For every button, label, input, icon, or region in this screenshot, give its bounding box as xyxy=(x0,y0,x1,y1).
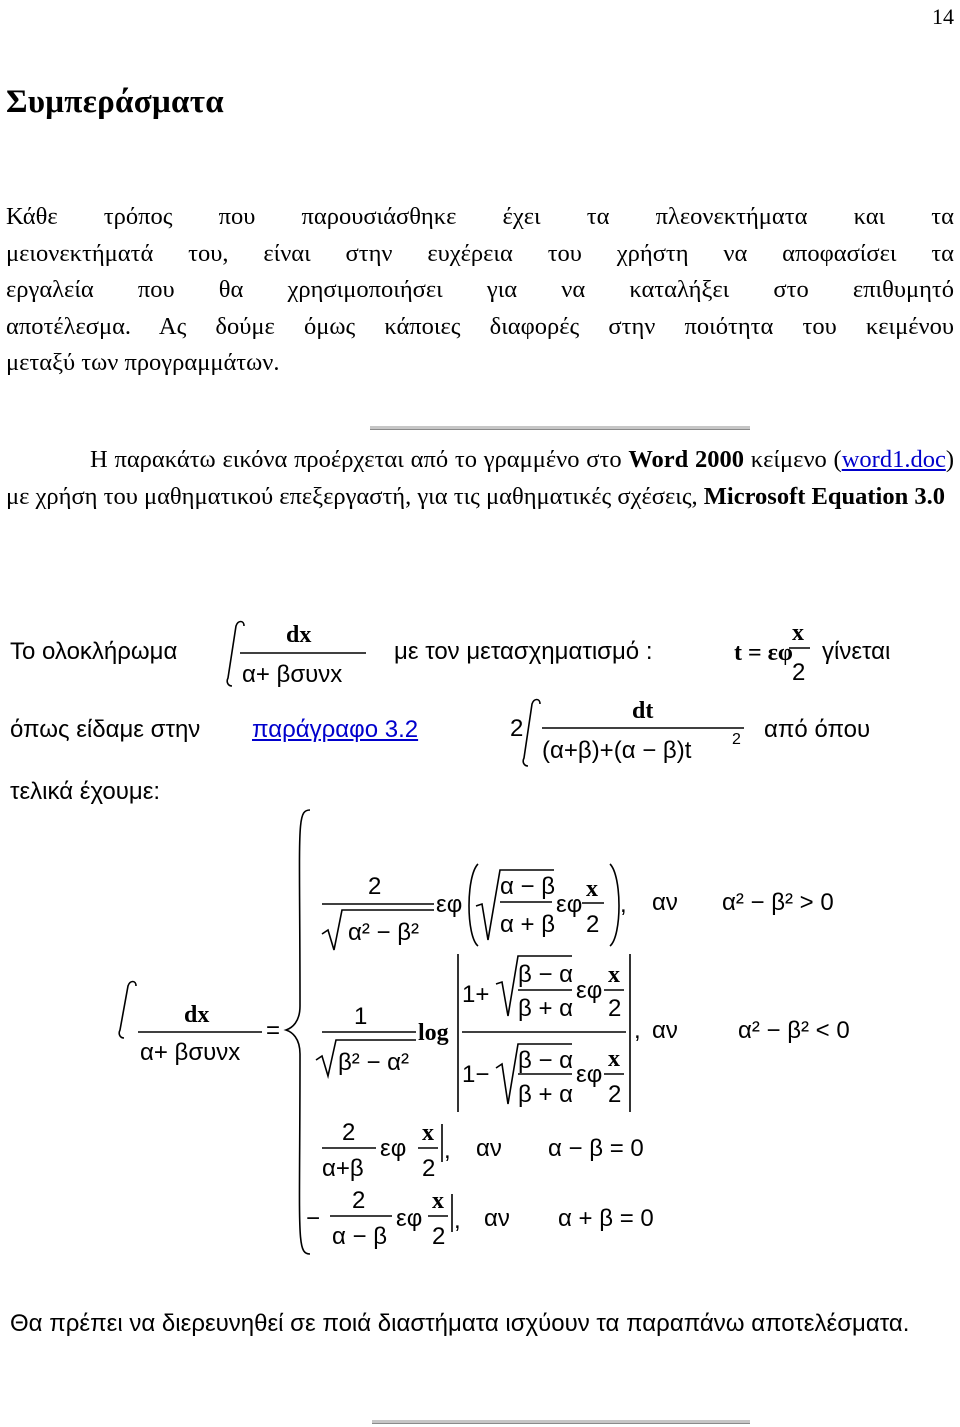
section-heading: Συμπεράσματα xyxy=(6,84,224,120)
case-if: αν xyxy=(652,1017,678,1044)
case2-numerator: 1 xyxy=(354,1003,368,1030)
formula-x: x xyxy=(586,876,598,902)
case1-inner: α − β xyxy=(500,873,556,900)
exponent: 2 xyxy=(732,731,741,748)
source-text: Η παρακάτω εικόνα προέρχεται από το γραμμένο στο xyxy=(90,446,629,473)
case4-denominator: α − β xyxy=(332,1223,388,1250)
formula-two: 2 xyxy=(608,995,622,1022)
dt-denominator: (α+β)+(α − β)t xyxy=(542,737,692,764)
finally-text: τελικά έχουμε: xyxy=(10,778,161,805)
transform-formula xyxy=(732,618,818,688)
divider-top xyxy=(370,426,750,430)
tan-fn: εφ xyxy=(556,891,583,918)
formula-x: x xyxy=(608,1046,620,1072)
case4-numerator: 2 xyxy=(352,1187,366,1214)
dt-integral-formula xyxy=(508,694,748,774)
source-text: κείμενο ( xyxy=(744,446,842,473)
tan-fn: εφ xyxy=(380,1135,407,1162)
intro-line: αποτέλεσμα. Ας δούμε όμως κάποιες διαφορές στην ποιότητα του κειμένου xyxy=(6,312,954,340)
formula-two: 2 xyxy=(510,715,524,742)
case2-inner: β − α xyxy=(518,961,574,988)
comma: , xyxy=(634,1017,641,1044)
word-file-link[interactable]: word1.doc xyxy=(841,446,946,473)
formula-x: x xyxy=(422,1120,434,1146)
case3-condition: α − β = 0 xyxy=(548,1135,644,1162)
formula-dx: dx xyxy=(184,1002,210,1028)
formula-two: 2 xyxy=(432,1223,446,1250)
case3-numerator: 2 xyxy=(342,1119,356,1146)
tan-fn: εφ xyxy=(576,1061,603,1088)
case4-minus: − xyxy=(306,1205,321,1232)
formula-two: 2 xyxy=(422,1155,436,1182)
case2-inner: β + α xyxy=(518,995,574,1022)
source-paragraph xyxy=(6,442,954,515)
paren-right xyxy=(610,864,619,946)
integral-intro-text: Το ολοκλήρωμα xyxy=(10,638,178,665)
comma: , xyxy=(444,1137,451,1164)
case1-denominator: α² − β² xyxy=(348,919,420,946)
formula-x: x xyxy=(608,962,620,988)
intro-line: μεταξύ των προγραμμάτων. xyxy=(6,349,280,376)
as-seen-text: όπως είδαμε στην xyxy=(10,716,201,743)
formula-two: 2 xyxy=(792,659,806,686)
case-if: αν xyxy=(652,889,678,916)
case2-plus: 1+ xyxy=(462,981,490,1008)
formula-denominator: α+ βσυνx xyxy=(242,661,343,688)
conclusion-text: Θα πρέπει να διερευνηθεί σε ποιά διαστήματα ισχύουν τα παραπάνω αποτελέσματα. xyxy=(10,1310,910,1337)
case1-condition: α² − β² > 0 xyxy=(722,889,834,916)
divider-bottom xyxy=(372,1420,750,1424)
case2-inner: β + α xyxy=(518,1081,574,1108)
case2-condition: α² − β² < 0 xyxy=(738,1017,850,1044)
tan-fn: εφ xyxy=(436,891,463,918)
becomes-text: γίνεται xyxy=(822,638,891,665)
integral-formula xyxy=(218,616,378,696)
intro-line: εργαλεία που θα χρησιμοποιήσει για να καταλήξει στο επιθυμητό xyxy=(6,276,954,303)
transform-text: με τον μετασχηματισμό : xyxy=(394,638,653,665)
comma: , xyxy=(620,891,627,918)
formula-dt: dt xyxy=(632,698,654,724)
intro-paragraph xyxy=(6,199,954,382)
formula-dx: dx xyxy=(286,622,312,648)
equation-editor-name: Microsoft Equation 3.0 xyxy=(703,482,945,510)
source-text: ) με χρήση του μαθηματικού επεξεργαστή, για τις μαθηματικές σχέσεις, xyxy=(6,446,954,510)
t-equals-tan: t = εφ xyxy=(734,640,793,666)
formula-x: x xyxy=(792,620,804,646)
integral-sign xyxy=(523,700,540,767)
tan-fn: εφ xyxy=(576,977,603,1004)
intro-line: Κάθε τρόπος που παρουσιάσθηκε έχει τα πλεονεκτήματα και τα xyxy=(6,203,954,230)
case1-inner: α + β xyxy=(500,911,556,938)
case2-denominator: β² − α² xyxy=(338,1049,410,1076)
case1-numerator: 2 xyxy=(368,873,382,900)
case-if: αν xyxy=(476,1135,502,1162)
case2-inner: β − α xyxy=(518,1047,574,1074)
log-fn: log xyxy=(418,1020,449,1046)
comma: , xyxy=(454,1207,461,1234)
case4-condition: α + β = 0 xyxy=(558,1205,654,1232)
intro-line: μειονεκτήματά του, είναι στην ευχέρεια του χρήστη να αποφασίσει τα xyxy=(6,239,954,267)
piecewise-result-formula xyxy=(116,806,896,1266)
equals-sign: = xyxy=(266,1017,281,1044)
formula-x: x xyxy=(432,1188,444,1214)
paragraph-link[interactable]: παράγραφο 3.2 xyxy=(252,716,419,743)
integral-sign xyxy=(119,982,136,1039)
cases-brace xyxy=(286,810,310,1254)
case3-denominator: α+β xyxy=(322,1155,364,1182)
tan-fn: εφ xyxy=(396,1205,423,1232)
from-where-text: από όπου xyxy=(764,716,871,743)
formula-denominator: α+ βσυνx xyxy=(140,1039,241,1066)
formula-two: 2 xyxy=(586,911,600,938)
page-number: 14 xyxy=(932,4,954,29)
case2-minus: 1− xyxy=(462,1061,490,1088)
word-version: Word 2000 xyxy=(628,446,745,473)
case-if: αν xyxy=(484,1205,510,1232)
formula-two: 2 xyxy=(608,1081,622,1108)
